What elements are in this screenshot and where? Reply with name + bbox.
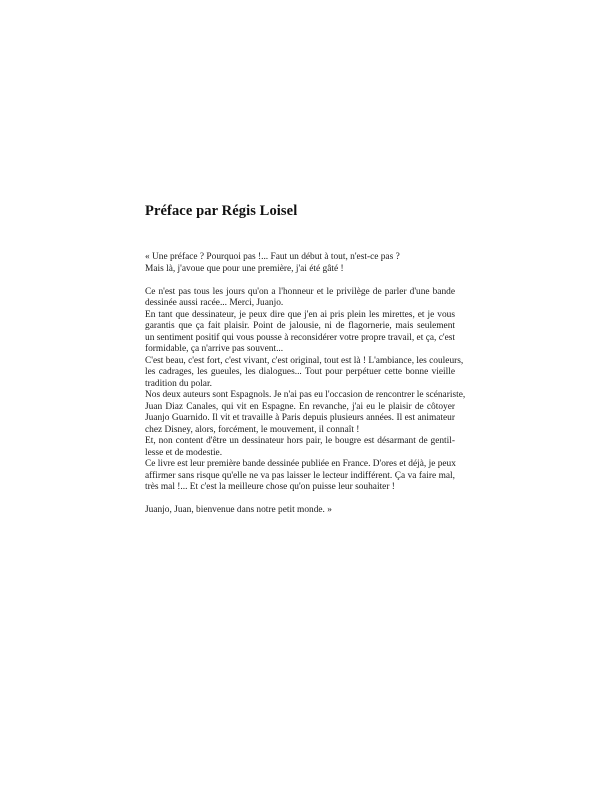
text-line: Nos deux auteurs sont Espagnols. Je n'ai pas eu l'occasion de rencontrer le scénariste, [145, 390, 466, 400]
text-line: tradition du polar. [145, 378, 212, 389]
text-line: garantis que ça fait plaisir. Point de jalousie, ni de flagornerie, mais seulement [145, 321, 455, 331]
paragraph [145, 505, 455, 517]
text-line: lesse et de modestie. [145, 447, 223, 458]
text-line: chez Disney, alors, forcément, le mouvement, il connaît ! [145, 424, 360, 435]
text-line: En tant que dessinateur, je peux dire que j'en ai pris plein les mirettes, et je vous [145, 309, 455, 320]
text-line: Juanjo, Juan, bienvenue dans notre petit monde. » [145, 505, 332, 515]
text-line: Ce livre est leur première bande dessinée publiée en France. D'ores et déjà, je peux [145, 459, 456, 469]
text-line: les cadrages, les gueules, les dialogues... Tout pour perpétuer cette bonne vieille [145, 367, 455, 377]
text-line: Juan Diaz Canales, qui vit en Espagne. En revanche, j'ai eu le plaisir de côtoyer [145, 401, 455, 412]
text-line: un sentiment positif qui vous pousse à reconsidérer votre propre travail, et ça, c'est [145, 332, 455, 343]
text-line: « Une préface ? Pourquoi pas !... Faut un début à tout, n'est-ce pas ? [145, 252, 400, 262]
page-title: Préface par Régis Loisel [145, 203, 298, 219]
text-line: Ce n'est pas tous les jours qu'on a l'honneur et le privilège de parler d'une bande [145, 286, 455, 297]
paragraph [145, 286, 466, 494]
paragraph-gap [145, 494, 455, 506]
text-line: C'est beau, c'est fort, c'est vivant, c'est original, tout est là ! L'ambiance, les couleurs, [145, 355, 464, 366]
text-line: Mais là, j'avoue que pour une première, j'ai été gâté ! [145, 263, 344, 274]
preface-body [145, 252, 466, 517]
paragraph [145, 252, 455, 275]
paragraph-gap [145, 275, 455, 287]
text-line: dessinée aussi racée... Merci, Juanjo. [145, 298, 284, 308]
text-line: très mal !... Et c'est la meilleure chose qu'on puisse leur souhaiter ! [145, 482, 395, 492]
text-line: formidable, ça n'arrive pas souvent... [145, 344, 284, 354]
text-line: Juanjo Guarnido. Il vit et travaille à Paris depuis plusieurs années. Il est animateur [145, 413, 455, 423]
text-line: Et, non content d'être un dessinateur hors pair, le bougre est désarmant de gentil- [145, 436, 455, 446]
text-line: affirmer sans risque qu'elle ne va pas laisser le lecteur indifférent. Ça va faire mal, [145, 470, 455, 481]
